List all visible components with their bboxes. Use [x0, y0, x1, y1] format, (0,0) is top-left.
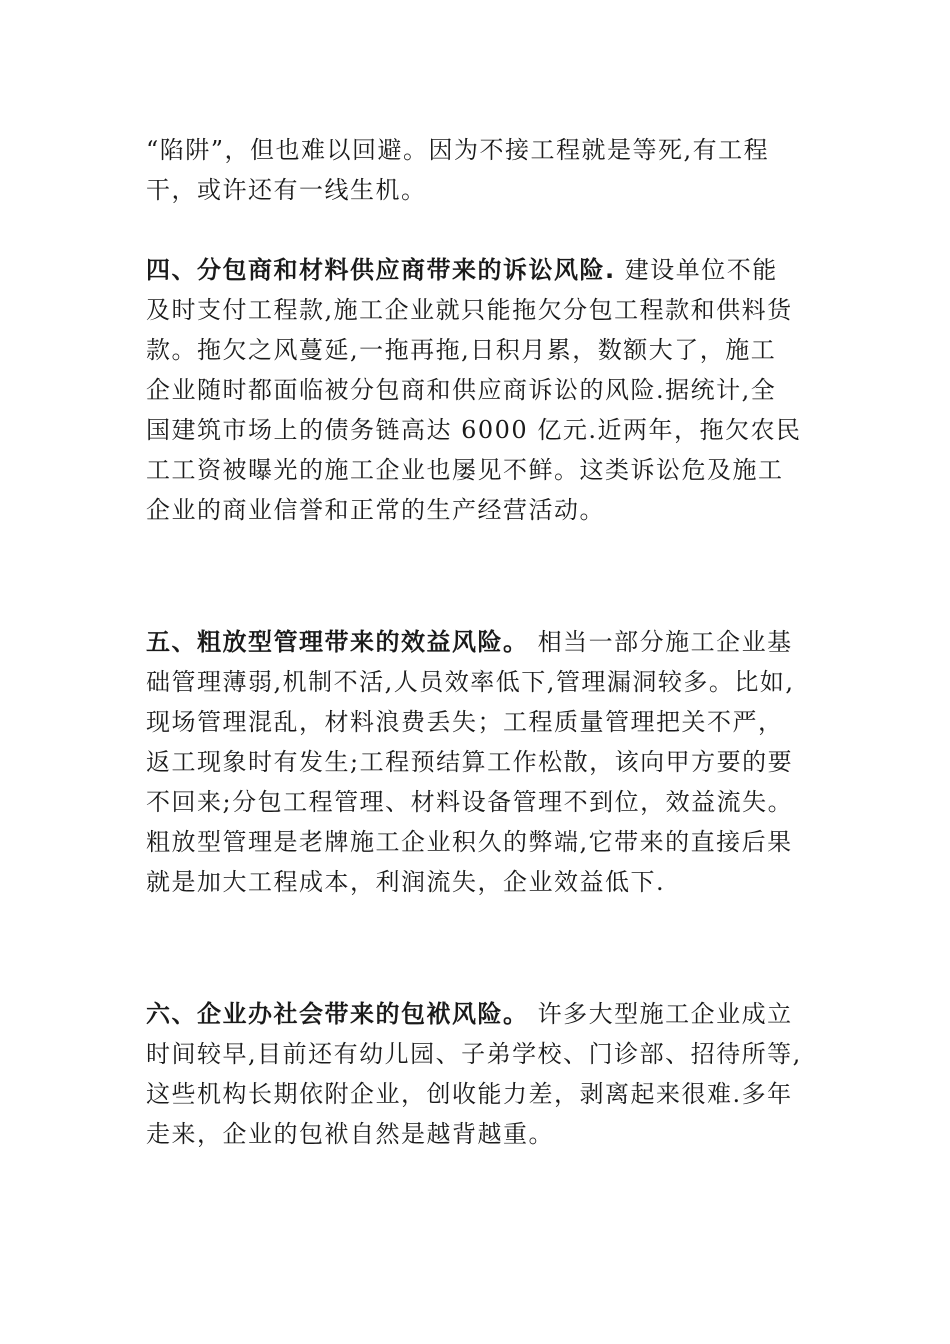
- text-line: [146, 250, 806, 290]
- text-line: “陷阱”，但也难以回避。因为不接工程就是等死,有工程: [146, 136, 770, 164]
- text-line: 时间较早,目前还有幼儿园、子弟学校、门诊部、招待所等,: [146, 1040, 802, 1068]
- text-line: 及时支付工程款,施工企业就只能拖欠分包工程款和供料货: [146, 296, 793, 324]
- paragraph-management-risk: [146, 622, 806, 902]
- text-line: [146, 622, 806, 662]
- text-line: 企业随时都面临被分包商和供应商诉讼的风险.据统计,全: [146, 376, 777, 404]
- text-line: 粗放型管理是老牌施工企业积久的弊端,它带来的直接后果: [146, 828, 793, 856]
- text-line: 不回来;分包工程管理、材料设备管理不到位，效益流失。: [146, 788, 794, 816]
- text-run: 许多大型施工企业成立: [528, 1000, 793, 1028]
- text-line: 工工资被曝光的施工企业也屡见不鲜。这类诉讼危及施工: [146, 456, 784, 484]
- text-line: 走来，企业的包袱自然是越背越重。: [146, 1120, 554, 1148]
- paragraph-litigation-risk: [146, 250, 806, 530]
- text-line: [146, 994, 806, 1034]
- text-line: 这些机构长期依附企业，创收能力差，剥离起来很难.多年: [146, 1080, 793, 1108]
- text-line: 返工现象时有发生;工程预结算工作松散，该向甲方要的要: [146, 748, 794, 776]
- paragraph-trap-continuation: [146, 130, 806, 210]
- section-heading: 六、企业办社会带来的包袱风险。: [146, 1000, 529, 1028]
- text-run: 相当一部分施工企业基: [528, 628, 793, 656]
- text-line: 现场管理混乱，材料浪费丢失；工程质量管理把关不严，: [146, 708, 784, 736]
- text-line: 干，或许还有一线生机。: [146, 176, 427, 204]
- text-line: 就是加大工程成本，利润流失，企业效益低下.: [146, 868, 666, 896]
- text-line: 款。拖欠之风蔓延,一拖再拖,日积月累，数额大了，施工: [146, 336, 777, 364]
- section-heading: 五、粗放型管理带来的效益风险。: [146, 628, 529, 656]
- text-line: 企业的商业信誉和正常的生产经营活动。: [146, 496, 605, 524]
- text-line: 础管理薄弱,机制不活,人员效率低下,管理漏洞较多。比如,: [146, 668, 795, 696]
- paragraph-burden-risk: [146, 994, 806, 1154]
- text-run: 建设单位不能: [615, 256, 778, 284]
- text-line: 国建筑市场上的债务链高达 6000 亿元.近两年，拖欠农民: [146, 416, 802, 444]
- section-heading: 四、分包商和材料供应商带来的诉讼风险.: [146, 256, 616, 284]
